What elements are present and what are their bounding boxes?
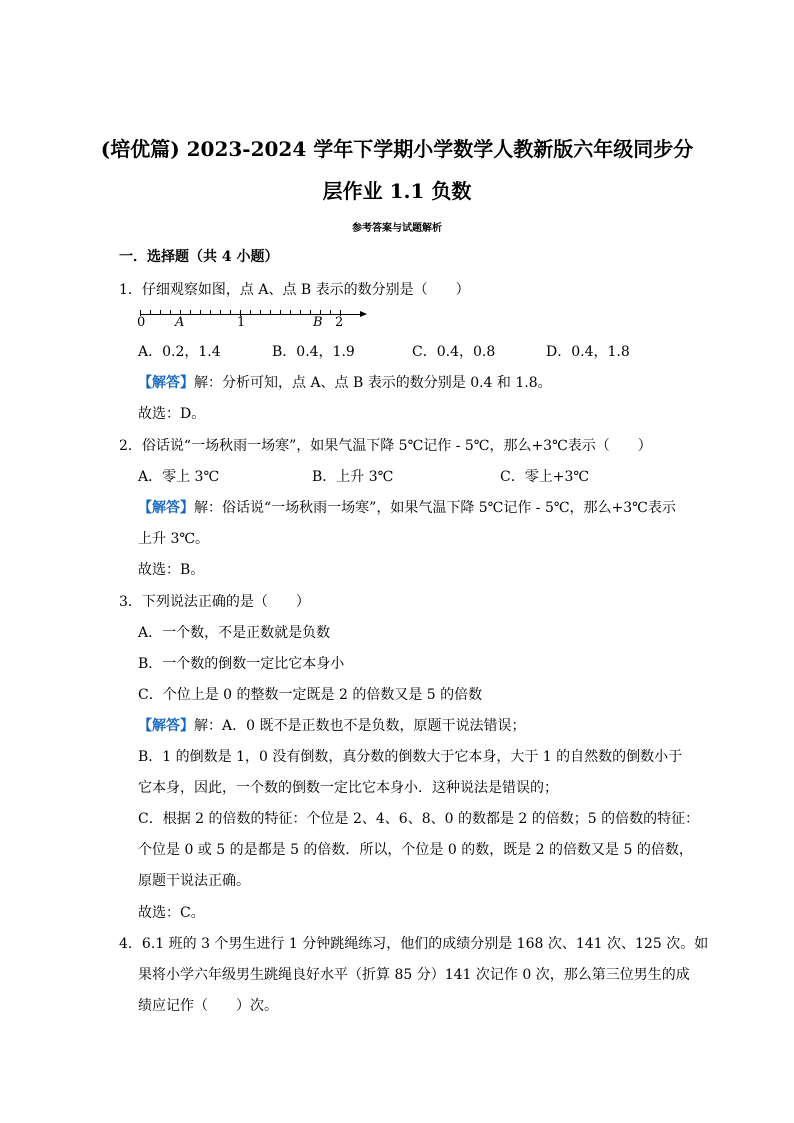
tick [230, 310, 231, 315]
doc-title-line-2: 层作业 1.1 负数 [322, 179, 472, 203]
tick [220, 310, 221, 315]
tick [330, 310, 331, 315]
label-2: 2 [335, 315, 344, 330]
q2-answer-cont: 上升 3℃。 [138, 531, 210, 547]
answer-tag: 【解答】 [138, 375, 194, 391]
q3-answer-b-cont: 它本身，因此，一个数的倒数一定比它本身小．这种说法是错误的； [138, 780, 558, 796]
label-1: 1 [237, 315, 246, 330]
q4-stem-end: 绩应记作（ ）次。 [138, 998, 278, 1014]
q3-option-c: C．个位上是 0 的整数一定既是 2 的倍数又是 5 的倍数 [138, 687, 483, 703]
q3-answer-b: B．1 的倒数是 1，0 没有倒数，真分数的倒数大于它本身，大于 1 的自然数的倒数小于 [138, 749, 683, 765]
answer-tag: 【解答】 [138, 718, 194, 734]
q3-option-b: B．一个数的倒数一定比它本身小 [138, 656, 345, 672]
number-line-axis [140, 314, 362, 315]
q1-stem: 1．仔细观察如图，点 A、点 B 表示的数分别是（ ） [119, 282, 470, 298]
q3-stem: 3．下列说法正确的是（ ） [119, 594, 310, 610]
q2-option-b: B．上升 3℃ [312, 469, 394, 485]
tick [280, 310, 281, 315]
q1-choice: 故选：D。 [138, 406, 206, 422]
tick [250, 310, 251, 315]
q1-option-c: C．0.4，0.8 [412, 344, 496, 360]
q1-answer [138, 374, 552, 392]
tick [150, 310, 151, 315]
q2-answer [138, 499, 676, 517]
q2-option-a: A．零上 3℃ [138, 469, 220, 485]
q1-option-d: D．0.4，1.8 [546, 344, 630, 360]
q2-choice: 故选：B。 [138, 562, 205, 578]
tick [170, 310, 171, 315]
q3-option-a: A．一个数，不是正数就是负数 [138, 625, 331, 641]
q3-answer [138, 717, 525, 735]
q3-answer-c: C．根据 2 的倍数的特征：个位是 2、4、6、8、0 的数都是 2 的倍数；5 的倍数的特征： [138, 811, 700, 827]
label-0: 0 [137, 315, 146, 330]
q2-stem: 2．俗话说“一场秋雨一场寒”，如果气温下降 5℃记作 - 5℃，那么+3℃表示（ ） [119, 438, 652, 454]
q3-answer-c-end: 原题干说法正确。 [138, 873, 250, 889]
q2-answer-text: 解：俗话说“一场秋雨一场寒”，如果气温下降 5℃记作 - 5℃，那么+3℃表示 [194, 500, 676, 516]
q1-answer-text: 解：分析可知，点 A、点 B 表示的数分别是 0.4 和 1.8。 [194, 375, 552, 391]
answer-tag: 【解答】 [138, 500, 194, 516]
q2-option-c: C．零上+3℃ [500, 469, 590, 485]
q4-stem-cont: 果将小学六年级男生跳绳良好水平（折算 85 分）141 次记作 0 次，那么第三位男生的成 [138, 967, 690, 983]
tick [310, 310, 311, 315]
tick [210, 310, 211, 315]
label-a: A [175, 315, 185, 330]
tick [270, 310, 271, 315]
q1-option-a: A．0.2，1.4 [138, 344, 221, 360]
tick [300, 310, 301, 315]
q4-stem: 4．6.1 班的 3 个男生进行 1 分钟跳绳练习，他们的成绩分别是 168 次、141 次、125 次。如 [119, 936, 709, 952]
tick [200, 310, 201, 315]
tick [190, 310, 191, 315]
section-heading: 一．选择题（共 4 小题） [119, 249, 279, 265]
q3-answer-text: 解：A．0 既不是正数也不是负数，原题干说法错误； [194, 718, 526, 734]
tick [290, 310, 291, 315]
label-b: B [313, 315, 323, 330]
q3-choice: 故选：C。 [138, 905, 205, 921]
q3-answer-c-cont: 个位是 0 或 5 的是都是 5 的倍数．所以，个位是 0 的数，既是 2 的倍数又是 5 的倍数， [138, 842, 693, 858]
tick [260, 310, 261, 315]
number-line-figure [134, 306, 374, 332]
tick [160, 310, 161, 315]
q1-option-b: B．0.4，1.9 [272, 344, 355, 360]
doc-subtitle: 参考答案与试题解析 [352, 223, 442, 234]
doc-title-line-1: (培优篇) 2023-2024 学年下学期小学数学人教新版六年级同步分 [100, 137, 694, 161]
number-line-arrow [360, 311, 367, 317]
